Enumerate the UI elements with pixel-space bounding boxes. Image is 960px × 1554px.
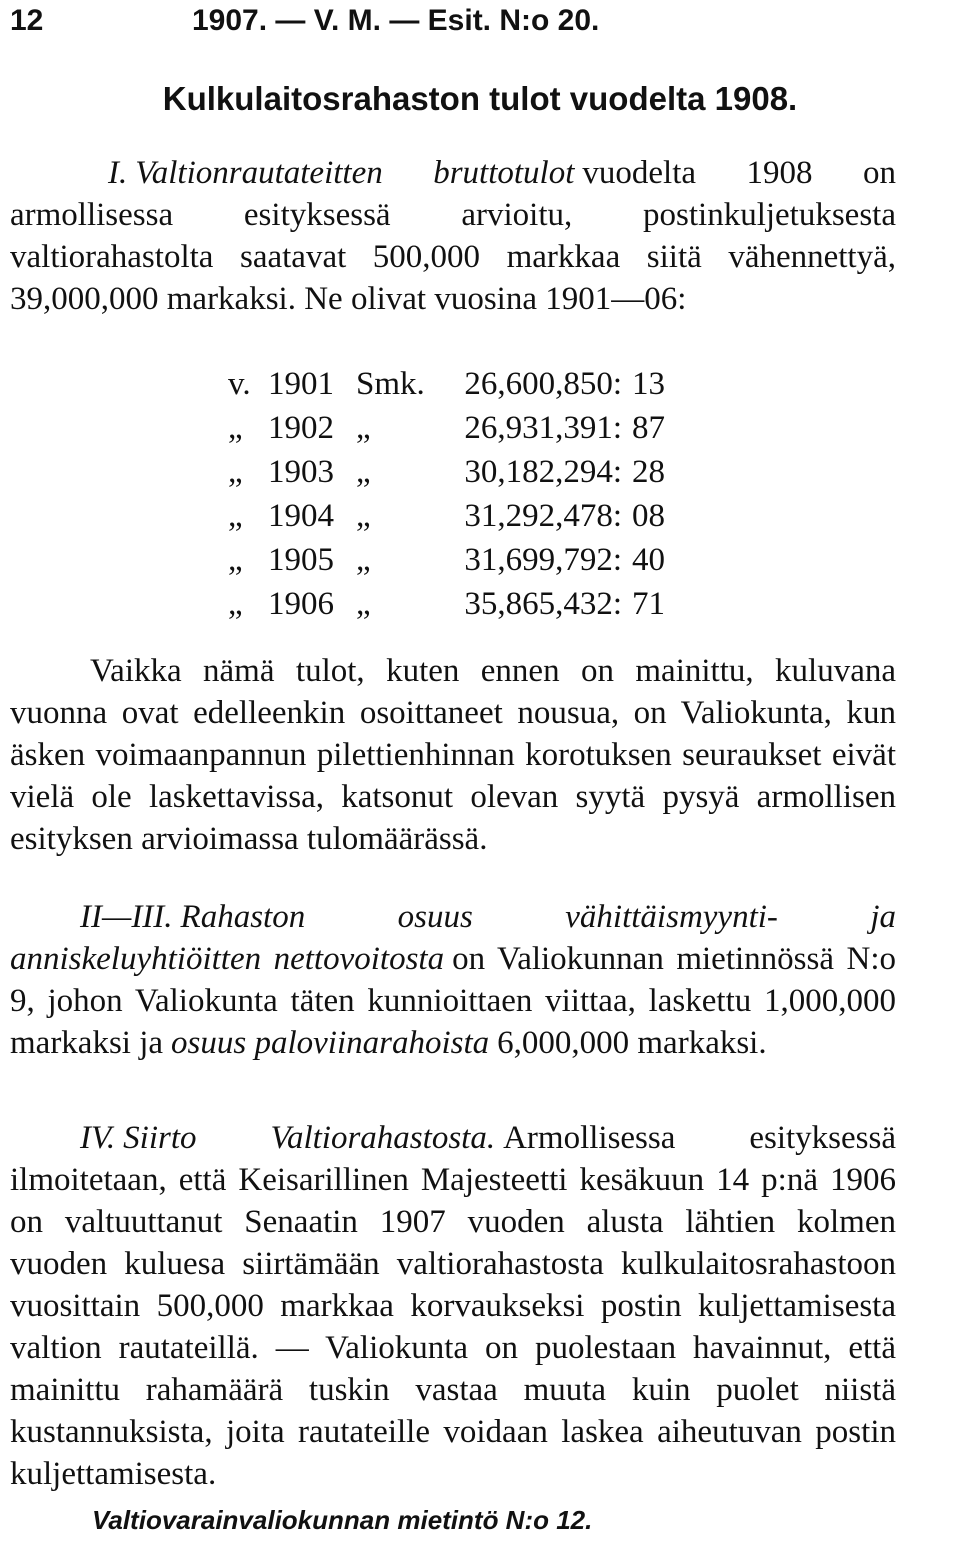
table-row xyxy=(228,362,688,406)
page-number: 12 xyxy=(10,4,44,37)
table-row xyxy=(228,494,688,538)
amount-cell: 26,931,391: xyxy=(464,410,622,446)
amount-cell: 26,600,850: xyxy=(464,366,622,402)
amount-cell: 31,699,792: xyxy=(464,542,622,578)
table-row xyxy=(228,450,688,494)
section-i-text: vuodelta 1908 on armollisessa esityksessä arvioitu, postinkuljetuksesta valtiorahastolta saatavat 500,000 markkaa siitä vähennettyä, 39,000,000 markaksi. Ne olivat vuosina 1901—06: xyxy=(10,155,896,317)
cents-cell: 28 xyxy=(632,454,665,490)
amount-cell: 31,292,478: xyxy=(464,498,622,534)
row-prefix: „ xyxy=(228,410,243,446)
cents-cell: 13 xyxy=(632,366,665,402)
cents-cell: 08 xyxy=(632,498,665,534)
running-head xyxy=(0,2,960,52)
page-title: Kulkulaitosrahaston tulot vuodelta 1908. xyxy=(162,80,798,117)
amount-cell: 35,865,432: xyxy=(464,586,622,622)
section-i-heading: Valtionrautateitten bruttotulot xyxy=(135,155,575,191)
cents-cell: 71 xyxy=(632,586,665,622)
section-ii-iii-text-1: on Valiokunnan mietinnössä N:o 9, johon Valiokunta täten kunnioittaen viittaa, laskettu 1,000,000 markaksi ja xyxy=(10,941,896,1061)
section-iv-text: Armollisessa esityksessä ilmoitetaan, että Keisarillinen Majesteetti kesäkuun 14 p:nä 1906 on valtuuttanut Senaatin 1907 vuoden alusta lähtien kolmen vuoden kuluesa siirtämään valtiorahastosta kulkulaitosrahastoon vuosittain 500,000 markkaa korvaukseksi postin kuljettamisesta valtion rautateillä. — Valiokunta on puolestaan havainnut, että mainittu rahamäärä tuskin vastaa muuta kuin puolet niistä kustannuksista, joita rautateille voidaan laskea aiheutuvan postin kuljettamisesta. xyxy=(10,1120,896,1492)
cents-cell: 87 xyxy=(632,410,665,446)
unit-cell: „ xyxy=(356,454,371,490)
year-cell: 1903 xyxy=(268,454,334,490)
row-prefix: „ xyxy=(228,542,243,578)
footer: Valtiovarainvaliokunnan mietintö N:o 12. xyxy=(92,1505,593,1535)
section-ii-iii-heading: Rahaston osuus vähittäismyynti- ja anniskeluyhtiöitten nettovoitosta xyxy=(10,899,896,977)
section-ii-iii-text-2: 6,000,000 markaksi. xyxy=(497,1025,767,1061)
unit-cell: „ xyxy=(356,542,371,578)
cents-cell: 40 xyxy=(632,542,665,578)
row-prefix: „ xyxy=(228,454,243,490)
section-ii-iii-paragraph xyxy=(10,896,896,1064)
table-row xyxy=(228,538,688,582)
row-prefix: v. xyxy=(228,366,251,402)
paragraph-2 xyxy=(10,650,896,860)
unit-cell: „ xyxy=(356,410,371,446)
row-prefix: „ xyxy=(228,498,243,534)
unit-cell: „ xyxy=(356,586,371,622)
year-cell: 1906 xyxy=(268,586,334,622)
year-cell: 1902 xyxy=(268,410,334,446)
paragraph-2-text: Vaikka nämä tulot, kuten ennen on mainittu, kuluvana vuonna ovat edelleenkin osoittaneet nousua, on Valiokunta, kun äsken voimaanpannun pilettienhinnan korotuksen seuraukset eivät vielä ole laskettavissa, katsonut olevan syytä pysyä armollisen esityksen arvioimassa tulomäärässä. xyxy=(10,653,896,857)
section-i-paragraph xyxy=(10,152,896,320)
year-cell: 1905 xyxy=(268,542,334,578)
running-head-text: 1907. — V. M. — Esit. N:o 20. xyxy=(192,4,600,37)
section-ii-iii-heading-2: osuus paloviinarahoista xyxy=(171,1025,490,1061)
unit-cell: „ xyxy=(356,498,371,534)
section-i-numeral: I. xyxy=(108,155,128,191)
section-iv-numeral: IV. xyxy=(80,1120,116,1156)
section-iv-heading: Siirto Valtiorahastosta. xyxy=(123,1120,496,1156)
amount-cell: 30,182,294: xyxy=(464,454,622,490)
section-iv-paragraph xyxy=(10,1117,896,1495)
year-cell: 1901 xyxy=(268,366,334,402)
revenue-table xyxy=(228,362,688,626)
row-prefix: „ xyxy=(228,586,243,622)
table-row xyxy=(228,582,688,626)
unit-cell: Smk. xyxy=(356,366,425,402)
section-ii-iii-numeral: II—III. xyxy=(80,899,173,935)
year-cell: 1904 xyxy=(268,498,334,534)
table-row xyxy=(228,406,688,450)
